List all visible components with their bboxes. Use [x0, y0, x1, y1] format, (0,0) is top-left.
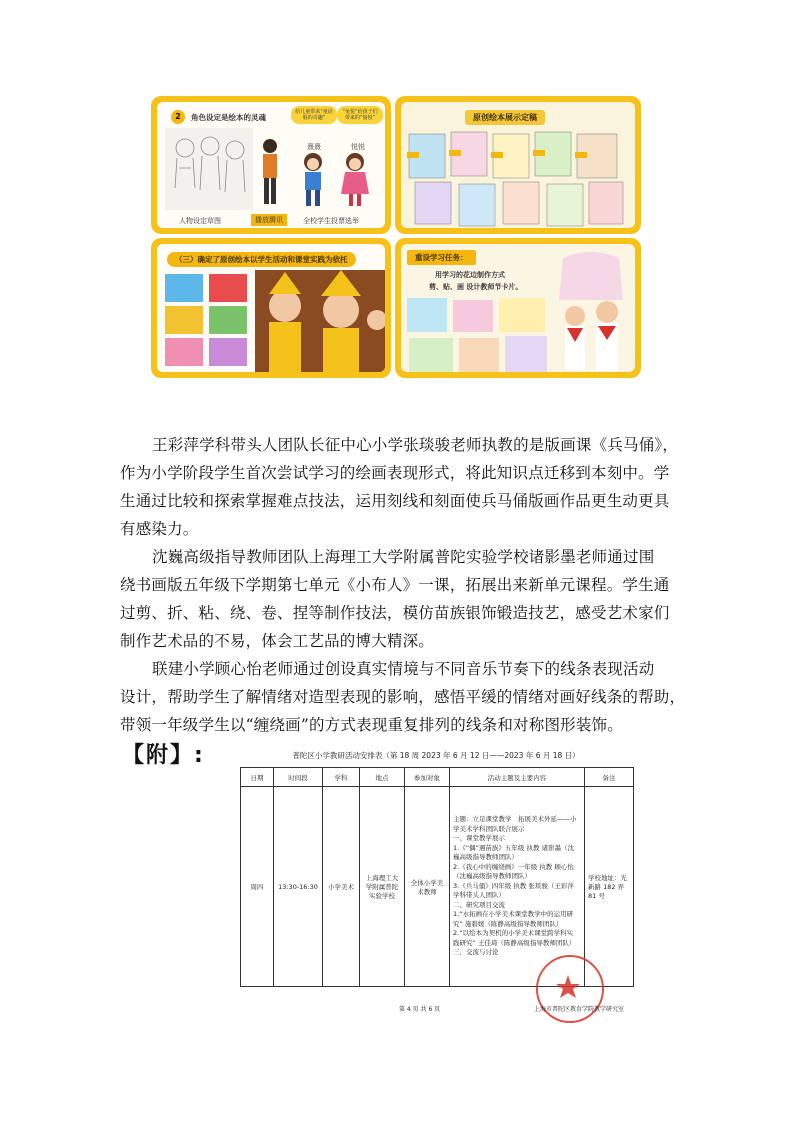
- paragraph-line: 生通过比较和探索掌握难点技法，运用刻线和刻面使兵马俑版画作品更生动更具: [120, 492, 670, 510]
- schedule-document-image: [232, 741, 640, 1021]
- content-line: 2.《我心中的缠绕画》一年级 执教 顾心怡: [453, 862, 574, 871]
- column-header: 备注: [585, 768, 634, 787]
- paragraph-line: 设计，帮助学生了解情绪对造型表现的影响，感悟平缓的情绪对画好线条的帮助，: [120, 688, 686, 706]
- content-line: 二、研究项目交流: [453, 900, 505, 909]
- task-title: 重设学习任务：: [407, 250, 476, 265]
- table-header-row: [241, 768, 634, 787]
- caption-student: 播放腾讯: [251, 214, 287, 226]
- collage-panel-character-design: [151, 96, 391, 234]
- appendix-label: 【附】:: [122, 743, 205, 768]
- collage-panel-student-activity: [151, 238, 391, 378]
- caption-sketch: 人物设定草图: [179, 217, 221, 225]
- content-line: 3.《兵马俑》四年级 执教 张琰骏（王彩萍: [453, 881, 574, 890]
- cell-subject: 小学美术: [323, 787, 360, 987]
- content-line: 三、交流与讨论: [453, 948, 499, 957]
- content-line: 主题：立足课堂教学 拓展美术外延——小: [453, 815, 577, 824]
- task-line-2: 剪、贴、画 设计教师节卡片。: [429, 283, 523, 291]
- paragraph-line: 带领一年级学生以“缠绕画”的方式表现重复排列的线条和对称图形装饰。: [120, 716, 623, 734]
- cell-time: 13:30-16:30: [274, 787, 323, 987]
- collage-panel-picture-books: [395, 96, 641, 234]
- content-line: 践研究” 王佳琦（陈静高级指导教师团队）: [453, 938, 576, 947]
- column-header: 学科: [323, 768, 360, 787]
- content-line: 一、课堂教学展示: [453, 834, 505, 843]
- column-header: 地点: [360, 768, 405, 787]
- speech-bubble-right: “兔悦”给孩子们带来的“愉悦”: [337, 106, 383, 124]
- paragraph-line: 制作艺术品的不易，体会工艺品的博大精深。: [120, 632, 435, 650]
- task-line-1: 用学习的花边制作方式: [435, 271, 505, 279]
- paragraph-2: [120, 543, 686, 655]
- cartoon-characters-image: [293, 150, 381, 210]
- step-number-badge: 2: [171, 110, 185, 124]
- panel-banner: （三）确定了原创绘本以学生活动和课堂实践为依托: [167, 252, 356, 267]
- paragraph-line: 有感染力。: [120, 520, 199, 538]
- column-header: 活动主题及主要内容: [450, 768, 585, 787]
- paragraph-line: 作为小学阶段学生首次尝试学习的绘画表现形式，将此知识点迁移到本刻中。学: [120, 464, 670, 482]
- column-header: 参加对象: [405, 768, 450, 787]
- content-line: 巍高级指导教师团队）: [453, 853, 518, 862]
- column-header: 日期: [241, 768, 274, 787]
- book-covers-image: [163, 272, 251, 368]
- content-line: 2.“以绘本为契机的小学美术课堂跨学科实: [453, 929, 574, 938]
- paragraph-line: 绕书画版五年级下学期第七单元《小布人》一课，拓展出来新单元课程。学生通: [120, 576, 670, 594]
- paragraph-1: [120, 431, 686, 543]
- character-name-left: 熹熹: [307, 143, 321, 151]
- content-line: 1.《“偶”遇苗族》五年级 执教 诸影墨（沈: [453, 843, 575, 852]
- paragraph-line: 联建小学顾心怡老师通过创设真实情境与不同音乐节奏下的线条表现活动: [152, 660, 655, 678]
- cell-date: 周四: [241, 787, 274, 987]
- page-number: 第 4 页 共 6 页: [399, 1006, 441, 1013]
- content-line: 究” 施碧媛（陈静高级指导教师团队）: [453, 919, 563, 928]
- paragraph-line: 过剪、折、粘、绕、卷、捏等制作技法，模仿苗族银饰锻造技艺，感受艺术家们: [120, 604, 670, 622]
- content-line: 学美术学科团队联合展示: [453, 824, 525, 833]
- speech-bubble-left: 给儿童带来“童话般的奇趣”: [291, 106, 337, 124]
- panel-heading: 角色设定是绘本的灵魂: [191, 113, 266, 122]
- dance-performance-photo: [255, 270, 385, 372]
- caption-vote: 全校学生投票选举: [303, 217, 359, 225]
- content-line: （沈巍高级指导教师团队）: [453, 872, 531, 881]
- schedule-title: 普陀区小学教研活动安排表（第 18 周 2023 年 6 月 12 日——2023 年 6 月 18 日）: [292, 751, 580, 760]
- content-line: 1.“水拓画在小学美术课堂教学中的运用研: [453, 910, 574, 919]
- photo-collage: [151, 96, 641, 378]
- collage-panel-learning-task: [395, 238, 641, 378]
- cell-note: 学校地址：光新路 182 弄 81 号: [585, 787, 634, 987]
- cell-location: 上海理工大学附属普陀实验学校: [360, 787, 405, 987]
- content-line: 学科带头人团队）: [453, 891, 505, 900]
- student-cards-image: [405, 296, 551, 372]
- schedule-table: [240, 767, 634, 987]
- paragraph-line: 王彩萍学科带头人团队长征中心小学张琰骏老师执教的是版画课《兵马俑》，: [152, 436, 679, 454]
- character-sketch-image: [165, 128, 253, 210]
- picture-book-gallery-image: [407, 130, 629, 228]
- paragraph-3: [120, 655, 686, 739]
- character-name-right: 悦悦: [351, 143, 365, 151]
- student-photo: [257, 136, 283, 208]
- column-header: 时间段: [274, 768, 323, 787]
- paragraph-line: 沈巍高级指导教师团队上海理工大学附属普陀实验学校诸影墨老师通过围: [152, 548, 655, 566]
- panel-banner: 原创绘本展示定稿: [465, 110, 545, 125]
- students-with-cards-photo: [553, 250, 629, 372]
- issuing-office: 上海市普陀区教育学院教学研究室: [534, 1006, 625, 1013]
- cell-audience: 全体小学美术教师: [405, 787, 450, 987]
